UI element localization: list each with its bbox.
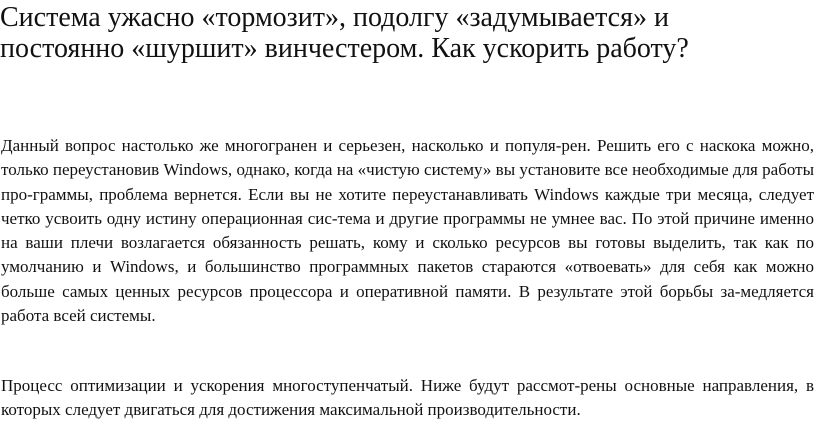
- body-paragraph-1: Данный вопрос настолько же многогранен и серьезен, насколько и популя-рен. Решить его с наскока можно, только переустановив Windows, однако, когда на «чистую систему» вы установите все необходимые для работы про-граммы, проблема вернется. Если вы не хотите переустанавливать Windows каждые три месяца, следует четко усвоить одну истину операционная сис-тема и другие программы не умнее вас. По этой причине именно на ваши плечи возлагается обязанность решать, кому и сколько ресурсов вы готовы выделить, так как по умолчанию и Windows, и большинство программных пакетов стараются «отвоевать» для себя как можно больше самых ценных ресурсов процессора и оперативной памяти. В результате этой борьбы за-медляется работа всей системы.: [1, 136, 814, 326]
- page-title: Система ужасно «тормозит», подолгу «задумывается» и постоянно «шуршит» винчестером. Как ускорить работу?: [0, 2, 689, 64]
- body-paragraph-2: Процесс оптимизации и ускорения многоступенчатый. Ниже будут рассмот-рены основные направления, в которых следует двигаться для достижения максимальной производительности.: [1, 376, 814, 420]
